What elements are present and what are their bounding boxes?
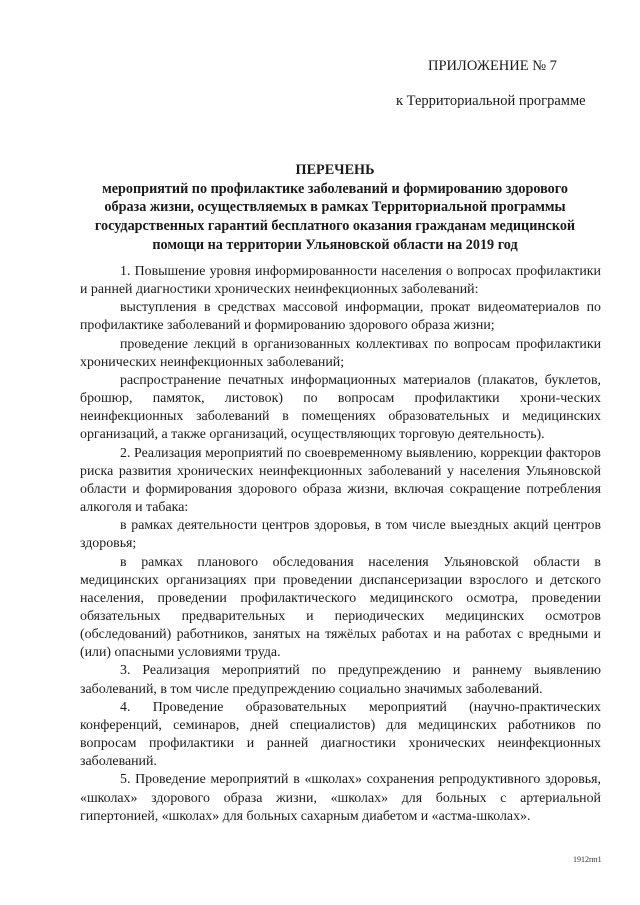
document-code: 1912пп1 xyxy=(573,855,602,864)
title-line: мероприятий по профилактике заболеваний и формированию здорового xyxy=(102,180,568,197)
paragraph-item-2: 2. Реализация мероприятий по своевременному выявлению, коррекции факторов риска развития хронических неинфекционных заболеваний у населения Ульяновской области и формирования здорового образа жизни, включая сокращение потребления алкоголя и табака: xyxy=(80,445,601,516)
paragraph-item-1: 1. Повышение уровня информированности населения о вопросах профилактики и ранней диагностики хронических неинфекционных заболеваний: xyxy=(80,264,601,298)
paragraph-subitem: в рамках деятельности центров здоровья, в том числе выездных акций центров здоровья; xyxy=(80,518,601,552)
paragraph-subitem: проведение лекций в организованных коллективах по вопросам профилактики хронических неинфекционных заболеваний; xyxy=(80,336,601,370)
title-line: государственных гарантий бесплатного оказания гражданам медицинской xyxy=(94,218,576,235)
title-line: помощи на территории Ульяновской области на 2019 год xyxy=(152,236,518,253)
appendix-program-reference: к Территориальной программе xyxy=(396,93,586,109)
title-line: образа жизни, осуществляемых в рамках Территориальной программы xyxy=(104,199,566,216)
paragraph-item-4: 4. Проведение образовательных мероприятий (научно-практических конференций, семинаров, дней специалистов) для медицинских работников по вопросам профилактики и ранней диагностики хронических неинфекционных заболеваний. xyxy=(80,699,601,770)
paragraph-item-3: 3. Реализация мероприятий по предупреждению и раннему выявлению заболеваний, в том числе предупреждению социально значимых заболеваний. xyxy=(80,663,601,697)
paragraph-subitem: выступления в средствах массовой информации, прокат видеоматериалов по профилактике заболеваний и формированию здорового образа жизни; xyxy=(80,300,601,334)
document-body xyxy=(80,263,601,826)
paragraph-item-5: 5. Проведение мероприятий в «школах» сохранения репродуктивного здоровья, «школах» здорового образа жизни, «школах» для больных с артериальной гипертонией, «школах» для больных сахарным диабетом и «астма-школах». xyxy=(80,772,601,824)
appendix-number: ПРИЛОЖЕНИЕ № 7 xyxy=(428,58,557,74)
title-heading: ПЕРЕЧЕНЬ xyxy=(295,162,375,178)
paragraph-subitem: распространение печатных информационных материалов (плакатов, буклетов, брошюр, памяток, листовок) по вопросам профилактики хрони-ческих неинфекционных заболеваний в помещениях образовательных и медицинских организаций, а также организаций, осуществляющих торговую деятельность). xyxy=(80,372,601,443)
paragraph-subitem: в рамках планового обследования населения Ульяновской области в медицинских организациях при проведении диспансеризации взрослого и детского населения, проведении профилактического медицинского осмотра, проведении обязательных предварительных и периодических медицинских осмотров (обследований) работников, занятых на тяжёлых работах и на работах с вредными и (или) опасными условиями труда. xyxy=(80,554,601,661)
document-title xyxy=(80,161,590,255)
